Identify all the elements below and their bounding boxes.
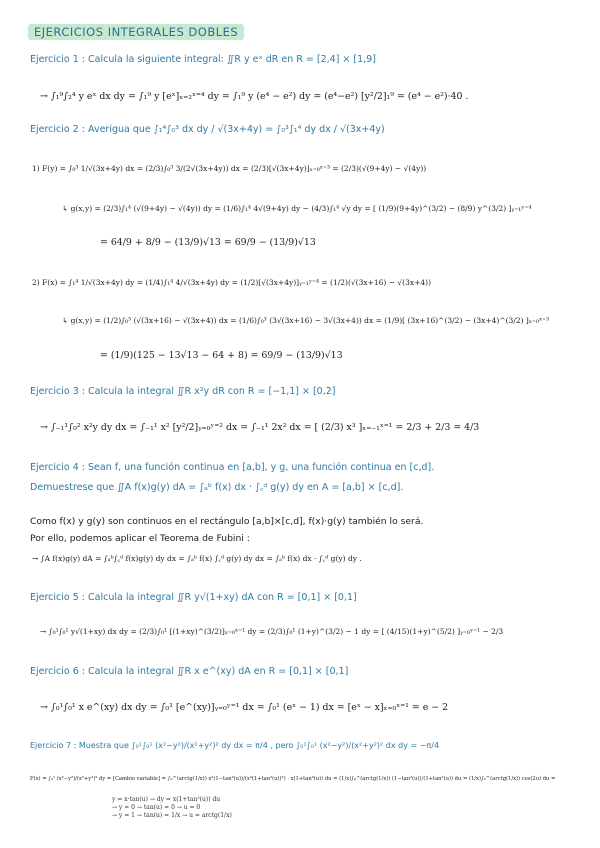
exercise-1-heading: Ejercicio 1 : Calcula la siguiente integral: ∬R y eˣ dR en R = [2,4] × [1,9] bbox=[30, 54, 376, 65]
exercise-7-note-2: → y = 0 → tan(u) = 0 → u = 0 bbox=[112, 804, 201, 811]
exercise-7-heading: Ejercicio 7 : Muestra que ∫₀¹∫₀¹ (x²−y²)/(x²+y²)² dy dx = π/4 , pero ∫₀¹∫₀¹ (x²−y²)/(x²+y²)² dx dy = −π/4 bbox=[30, 741, 440, 750]
exercise-2-line-6: = (1/9)(125 − 13√13 − 64 + 8) = 69/9 − (13/9)√13 bbox=[100, 350, 343, 361]
exercise-2-line-5: ↳ g(x,y) = (1/2)∫₀³ (√(3x+16) − √(3x+4)) dx = (1/6)∫₀³ (3√(3x+16) − 3√(3x+4)) dx = (1/9)[ (3x+16)^(3/2) − (3x+4)^(3/2) ]ₓ₌₀ˣ⁼³ bbox=[62, 316, 550, 325]
exercise-5-heading: Ejercicio 5 : Calcula la integral ∬R y√(1+xy) dA con R = [0,1] × [0,1] bbox=[30, 592, 357, 603]
exercise-2-heading: Ejercicio 2 : Averigua que ∫₁⁴∫₀³ dx dy / √(3x+4y) = ∫₀³∫₁⁴ dy dx / √(3x+4y) bbox=[30, 124, 385, 135]
exercise-4-heading-2: Demuestrese que ∬A f(x)g(y) dA = ∫ₐᵇ f(x) dx · ∫꜀ᵈ g(y) dy en A = [a,b] × [c,d]. bbox=[30, 482, 404, 493]
exercise-2-line-3: = 64/9 + 8/9 − (13/9)√13 = 69/9 − (13/9)√13 bbox=[100, 237, 316, 248]
page-title: EJERCICIOS INTEGRALES DOBLES bbox=[28, 24, 244, 40]
exercise-2-line-1: 1) F(y) = ∫₀³ 1/√(3x+4y) dx = (2/3)∫₀³ 3/(2√(3x+4y)) dx = (2/3)[√(3x+4y)]ₓ₌₀ˣ⁼³ = (2/3)(√(9+4y) − √(4y)) bbox=[32, 164, 427, 173]
exercise-6-heading: Ejercicio 6 : Calcula la integral ∬R x e^(xy) dA en R = [0,1] × [0,1] bbox=[30, 666, 349, 677]
exercise-2-line-2: ↳ g(x,y) = (2/3)∫₁⁴ (√(9+4y) − √(4y)) dy = (1/6)∫₁⁴ 4√(9+4y) dy − (4/3)∫₁⁴ √y dy = [ (1/9)(9+4y)^(3/2) − (8/9) y^(3/2) ]ᵧ₌₁ʸ⁼⁴ bbox=[62, 204, 532, 213]
exercise-1-solution: → ∫₁⁹∫₂⁴ y eˣ dx dy = ∫₁⁹ y [eˣ]ₓ₌₂ˣ⁼⁴ dy = ∫₁⁹ y (e⁴ − e²) dy = (e⁴−e²) [y²/2]₁⁹ = (e⁴ − e²)·40 . bbox=[40, 91, 469, 102]
exercise-4-heading-1: Ejercicio 4 : Sean f, una función continua en [a,b], y g, una función continua en [c,d]. bbox=[30, 462, 435, 473]
exercise-7-note-1: y = x·tan(u) → dy = x(1+tan²(u)) du bbox=[112, 796, 221, 803]
exercise-4-text-2: Por ello, podemos aplicar el Teorema de Fubini : bbox=[30, 533, 250, 544]
exercise-2-line-4: 2) F(x) = ∫₁⁴ 1/√(3x+4y) dy = (1/4)∫₁⁴ 4/√(3x+4y) dy = (1/2)[√(3x+4y)]ᵧ₌₁ʸ⁼⁴ = (1/2)(√(3x+16) − √(3x+4)) bbox=[32, 278, 432, 287]
exercise-5-solution: → ∫₀¹∫₀¹ y√(1+xy) dx dy = (2/3)∫₀¹ [(1+xy)^(3/2)]ₓ₌₀ˣ⁼¹ dy = (2/3)∫₀¹ (1+y)^(3/2) − 1 dy = [ (4/15)(1+y)^(5/2) ]ᵧ₌₀ʸ⁼¹ − 2/3 bbox=[40, 627, 504, 636]
exercise-4-derivation: → ∫A f(x)g(y) dA = ∫ₐᵇ∫꜀ᵈ f(x)g(y) dy dx = ∫ₐᵇ f(x) ∫꜀ᵈ g(y) dy dx = ∫ₐᵇ f(x) dx · ∫꜀ᵈ g(y) dy . bbox=[32, 554, 362, 563]
exercise-7-note-3: → y = 1 → tan(u) = 1/x → u = arctg(1/x) bbox=[112, 812, 232, 819]
exercise-4-text-1: Como f(x) y g(y) son continuos en el rectángulo [a,b]×[c,d], f(x)·g(y) también lo será. bbox=[30, 516, 424, 527]
exercise-6-solution: → ∫₀¹∫₀¹ x e^(xy) dx dy = ∫₀¹ [e^(xy)]ᵧ₌₀ʸ⁼¹ dx = ∫₀¹ (eˣ − 1) dx = [eˣ − x]ₓ₌₀ˣ⁼¹ = e − 2 bbox=[40, 702, 449, 713]
exercise-7-line-1: F(x) = ∫₀¹ (x²−y²)/(x²+y²)² dy = [Cambio variable] = ∫₀^(arctg(1/x)) x²(1−tan²(u))/(x⁴(1+tan²(u))²) · x(1+tan²(u)) du = (1/x)∫₀^(arctg(1/x)) (1−tan²(u))/(1+tan²(u)) du = (1/x)∫₀^(arctg(1/x)) cos(2u) du = bbox=[30, 776, 556, 782]
exercise-3-heading: Ejercicio 3 : Calcula la integral ∬R x²y dR con R = [−1,1] × [0,2] bbox=[30, 386, 336, 397]
exercise-3-solution: → ∫₋₁¹∫₀² x²y dy dx = ∫₋₁¹ x² [y²/2]ᵧ₌₀ʸ⁼² dx = ∫₋₁¹ 2x² dx = [ (2/3) x³ ]ₓ₌₋₁ˣ⁼¹ = 2/3 + 2/3 = 4/3 bbox=[40, 422, 480, 433]
